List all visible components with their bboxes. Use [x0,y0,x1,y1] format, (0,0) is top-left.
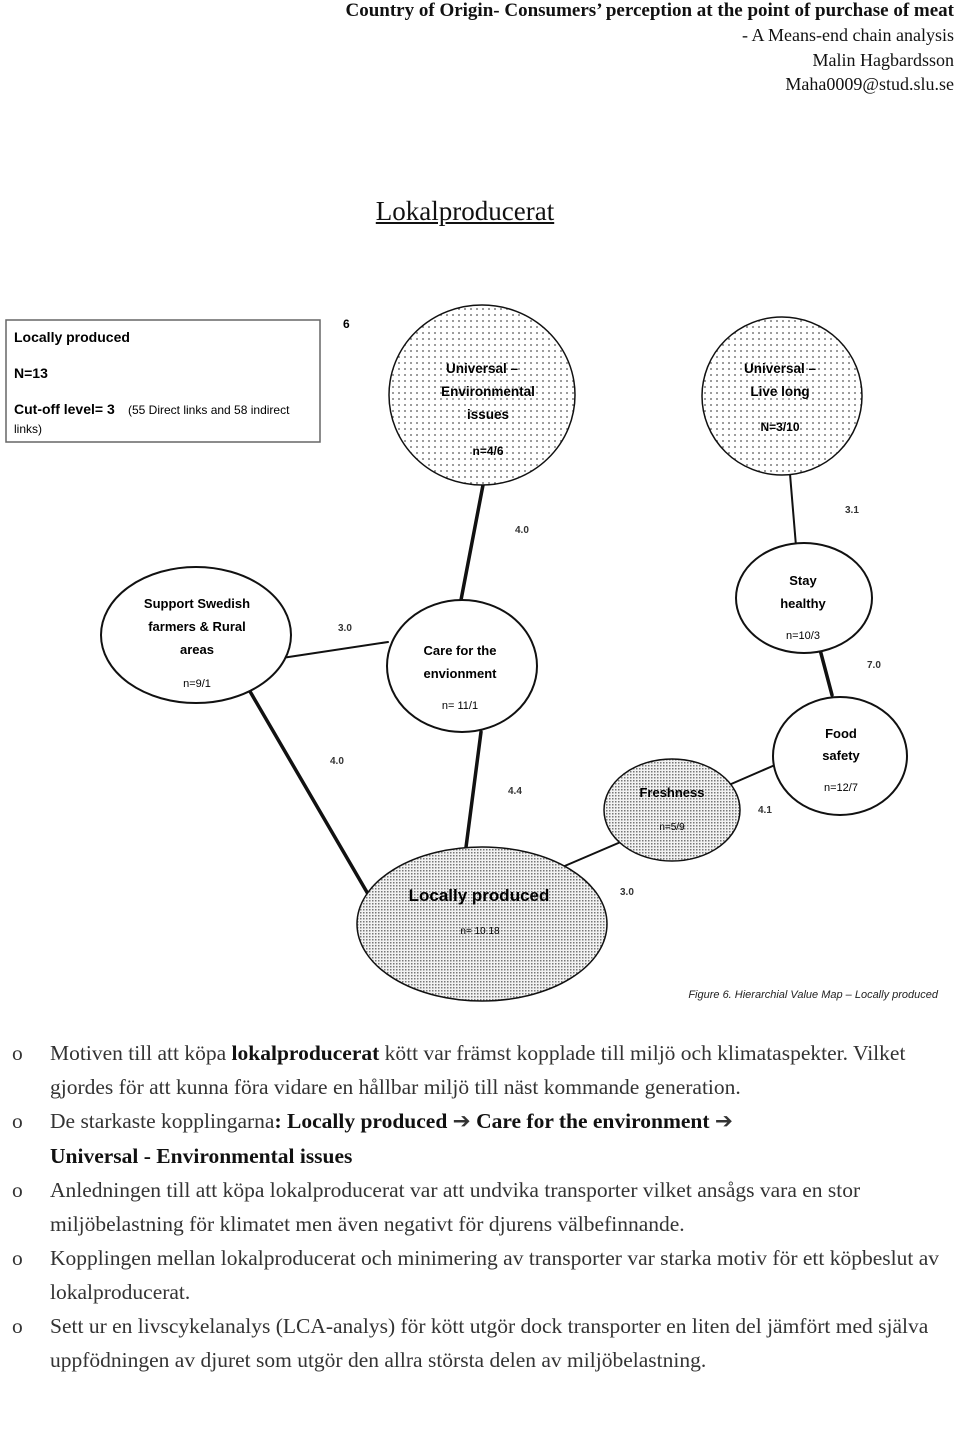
node-food-safety-count: n=12/7 [824,782,858,794]
node-locally-produced-line1: Locally produced [408,886,550,905]
bullet-marker: o [12,1314,23,1338]
bullet-item [0,1036,960,1104]
link-label-fresh-safety: 4.1 [758,805,772,816]
node-live-long-count: N=3/10 [760,420,800,434]
node-care-env [387,600,537,732]
node-stay-healthy-line1: Stay [789,573,817,588]
document-title: Country of Origin- Consumers’ perception at the point of purchase of meat [345,0,954,21]
node-live-long-line2: Live long [750,384,810,399]
node-env-issues-line2: Environmental [441,384,535,399]
node-care-env-line1: Care for the [423,643,497,658]
bullet-bold-text: lokalproducerat [231,1041,380,1065]
bullet-text: De starkaste kopplingarna [50,1109,275,1133]
bullet-item [0,1241,960,1309]
link-label-safety-healthy: 7.0 [867,660,881,671]
page-title: Lokalproducerat [375,196,555,226]
bullet-text: Kopplingen mellan lokalproducerat och minimering av transporter var starka motiv för ett köpbeslut av lokalproducerat. [50,1246,940,1304]
node-support [101,567,291,703]
bullet-bold-text: : Locally produced [274,1109,448,1133]
node-stay-healthy-count: n=10/3 [786,630,820,642]
author-name: Malin Hagbardsson [812,50,954,70]
link-local-care [465,732,481,855]
bullet-marker: o [12,1109,23,1133]
node-food-safety-line2: safety [822,748,860,763]
node-support-count: n=9/1 [183,678,211,690]
document-subtitle: - A Means-end chain analysis [742,25,954,45]
bullet-item [0,1173,960,1241]
author-email: Maha0009@stud.slu.se [785,74,954,94]
node-food-safety-line1: Food [825,726,857,741]
node-freshness [604,759,740,861]
node-stay-healthy-line2: healthy [780,596,826,611]
node-care-env-count: n= 11/1 [441,700,479,712]
node-env-issues-line3: issues [466,407,510,422]
arrow-icon: ➔ [452,1109,471,1134]
link-label-local-support: 4.0 [330,756,344,767]
info-box-title: Locally produced [14,329,130,345]
figure-caption: Figure 6. Hierarchial Value Map – Locally produced [688,989,938,1001]
info-box [6,320,320,442]
bullet-bold-text: Universal - Environmental issues [50,1144,353,1168]
node-env-issues [389,305,575,485]
link-support-care [282,642,388,658]
node-freshness-count: n=5/9 [659,822,685,833]
node-support-line2: farmers & Rural [148,619,246,634]
link-label-local-fresh: 3.0 [620,887,634,898]
node-live-long [702,317,862,475]
link-label-care-env-issues: 4.0 [515,525,529,536]
node-support-line3: areas [180,642,214,657]
bullet-marker: o [12,1178,23,1202]
bullet-text: Anledningen till att köpa lokalproducerat var att undvika transporter vilket ansågs vara en stor miljöbelastning för klimatet men även negativt för djurens välbefinnande. [50,1178,861,1236]
node-stay-healthy [736,543,872,653]
link-label-healthy-livelong: 3.1 [845,505,859,516]
info-box-links: (55 Direct links and 58 indirect [128,403,290,417]
arrow-icon: ➔ [714,1109,733,1134]
node-care-env-line2: envionment [423,666,497,681]
bullet-list [0,1036,960,1377]
info-box-links-continued: links) [14,422,43,436]
link-label-support-care: 3.0 [338,623,352,634]
node-locally-produced-count: n= 10.18 [460,926,500,937]
corner-number: 6 [343,317,350,331]
info-box-cutoff: Cut-off level= 3 [14,401,115,417]
node-food-safety [773,697,907,815]
link-label-local-care: 4.4 [508,786,522,797]
hierarchical-value-map [0,300,960,1010]
bullet-text: Sett ur en livscykelanalys (LCA-analys) för kött utgör dock transporter en liten del jämfört med själva uppfödningen av djuret som utgör den allra största delen av miljöbelastning. [50,1314,929,1372]
node-freshness-line1: Freshness [639,785,705,800]
bullet-text: kött var främst kopplade till miljö och klimataspekter. Vilket gjordes för att kunna föra vidare en hållbar miljö till näst kommande generation. [50,1041,906,1099]
bullet-bold-text: Care for the environment [476,1109,710,1133]
node-locally-produced [357,847,607,1001]
bullet-marker: o [12,1041,23,1065]
link-lines [248,474,832,894]
bullet-text: Motiven till att köpa [50,1041,232,1065]
node-support-line1: Support Swedish [143,596,251,611]
node-env-issues-line1: Universal – [445,361,519,376]
link-care-env-issues [461,485,483,600]
link-local-support [248,688,368,894]
bullet-marker: o [12,1246,23,1270]
info-box-n: N=13 [14,365,48,381]
node-live-long-line1: Universal – [743,361,817,376]
bullet-item [0,1104,960,1173]
node-env-issues-count: n=4/6 [472,444,504,458]
bullet-item [0,1309,960,1377]
